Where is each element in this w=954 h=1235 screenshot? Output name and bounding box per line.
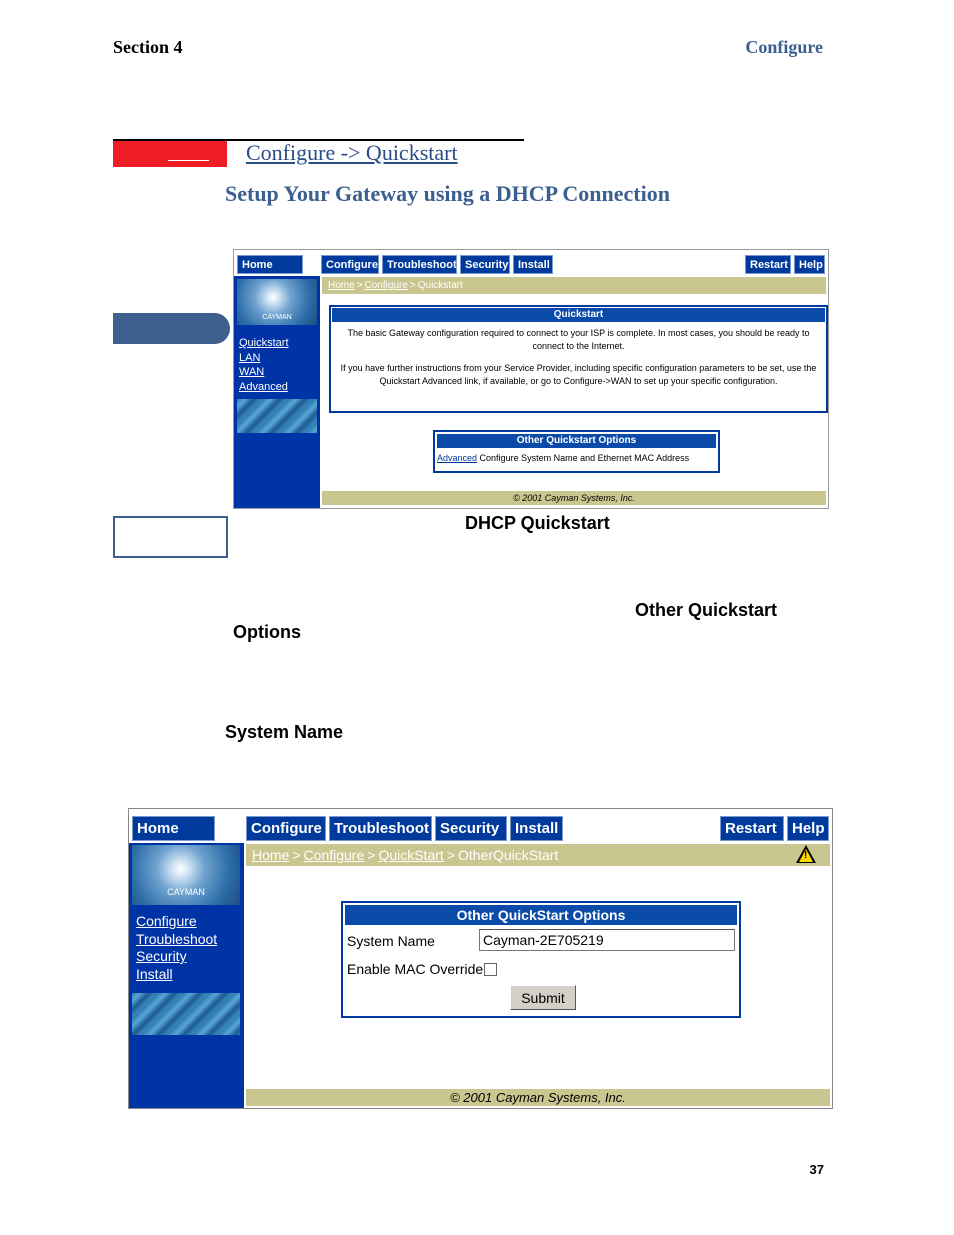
logo-text: CAYMAN xyxy=(167,887,205,897)
nav-install-button[interactable]: Install xyxy=(513,255,553,274)
nav-security-button[interactable]: Security xyxy=(435,816,507,841)
margin-tab xyxy=(113,313,230,344)
section-title-link[interactable]: Configure -> Quickstart xyxy=(246,140,458,165)
sidebar-link-quickstart[interactable]: Quickstart xyxy=(239,337,289,349)
nav-help-button[interactable]: Help xyxy=(787,816,829,841)
breadcrumb xyxy=(322,277,826,294)
advanced-link[interactable]: Advanced xyxy=(437,453,478,463)
logo-text: CAYMAN xyxy=(262,314,292,321)
figure-caption: DHCP Quickstart xyxy=(465,513,610,533)
quickstart-panel-title: Quickstart xyxy=(331,307,826,323)
breadcrumb-configure-link[interactable]: Configure xyxy=(364,280,408,291)
heading-marker xyxy=(113,141,227,167)
breadcrumb-home-link[interactable]: Home xyxy=(328,280,355,291)
section-subtitle: Setup Your Gateway using a DHCP Connection xyxy=(225,181,670,206)
nav-home-button[interactable]: Home xyxy=(237,255,303,274)
breadcrumb-separator: > xyxy=(409,280,416,291)
nav-help-button[interactable]: Help xyxy=(794,255,825,274)
breadcrumb-separator: > xyxy=(367,847,376,863)
other-quickstart-form xyxy=(341,901,741,1018)
nav-troubleshoot-button[interactable]: Troubleshoot xyxy=(329,816,432,841)
advanced-link-description: Configure System Name and Ethernet MAC Address xyxy=(479,453,690,463)
breadcrumb-separator: > xyxy=(356,280,363,291)
cayman-logo xyxy=(132,845,240,905)
breadcrumb-separator: > xyxy=(446,847,455,863)
breadcrumb-separator: > xyxy=(292,847,301,863)
chapter-label: Configure xyxy=(745,37,823,57)
nav-install-button[interactable]: Install xyxy=(510,816,563,841)
sidebar-link-advanced[interactable]: Advanced xyxy=(239,380,288,393)
nav-restart-button[interactable]: Restart xyxy=(720,816,784,841)
system-name-field-label: System Name xyxy=(347,933,435,949)
footer-copyright: © 2001 Cayman Systems, Inc. xyxy=(322,491,826,505)
other-quickstart-label-cont: Options xyxy=(233,622,301,642)
other-options-panel xyxy=(433,430,720,473)
breadcrumb-current: OtherQuickStart xyxy=(457,847,559,863)
breadcrumb-home-link[interactable]: Home xyxy=(252,847,290,863)
other-quickstart-screenshot xyxy=(128,808,833,1109)
other-quickstart-label: Other Quickstart xyxy=(635,600,778,620)
quickstart-message-2: If you have further instructions from your Service Provider, including specific configuration parameters to be set, use the Quickstart Advanced link, if available, or go to Configure->WAN to set up your specific configuration. xyxy=(340,363,817,386)
cayman-logo xyxy=(237,279,317,325)
breadcrumb-quickstart-link[interactable]: QuickStart xyxy=(378,847,444,863)
sidebar-link-install[interactable]: Install xyxy=(136,965,173,982)
nav-configure-button[interactable]: Configure xyxy=(246,816,326,841)
sidebar-link-configure[interactable]: Configure xyxy=(136,913,197,929)
sidebar xyxy=(129,843,244,1108)
system-name-input[interactable]: Cayman-2E705219 xyxy=(479,929,735,951)
breadcrumb-current: Quickstart xyxy=(417,280,463,291)
submit-button[interactable]: Submit xyxy=(510,985,576,1010)
sidebar-water-image xyxy=(237,399,317,433)
section-label: Section 4 xyxy=(113,37,183,57)
other-options-title: Other Quickstart Options xyxy=(436,433,717,449)
nav-configure-button[interactable]: Configure xyxy=(321,255,379,274)
nav-security-button[interactable]: Security xyxy=(460,255,510,274)
margin-box xyxy=(113,516,228,558)
sidebar xyxy=(234,276,320,508)
warning-icon[interactable]: ! xyxy=(796,845,816,863)
quickstart-message-1: The basic Gateway configuration required to connect to your ISP is complete. In most cases, you should be ready to connect to the Internet. xyxy=(347,328,810,351)
sidebar-link-security[interactable]: Security xyxy=(136,948,187,964)
sidebar-link-troubleshoot[interactable]: Troubleshoot xyxy=(136,930,218,947)
nav-restart-button[interactable]: Restart xyxy=(745,255,791,274)
mac-override-checkbox[interactable] xyxy=(484,963,497,976)
mac-override-label: Enable MAC Override xyxy=(347,961,484,977)
heading-marker-underline xyxy=(168,160,209,161)
sidebar-water-image xyxy=(132,993,240,1035)
sidebar-link-lan[interactable]: LAN xyxy=(239,351,261,364)
page-number: 37 xyxy=(809,1162,824,1177)
footer-copyright: © 2001 Cayman Systems, Inc. xyxy=(246,1089,830,1106)
system-name-label: System Name xyxy=(225,722,344,742)
quickstart-panel xyxy=(329,305,828,413)
dhcp-quickstart-screenshot xyxy=(233,249,829,509)
nav-home-button[interactable]: Home xyxy=(132,816,215,841)
sidebar-link-wan[interactable]: WAN xyxy=(239,366,265,378)
form-title: Other QuickStart Options xyxy=(344,904,738,926)
breadcrumb-configure-link[interactable]: Configure xyxy=(303,847,365,863)
breadcrumb xyxy=(246,844,830,866)
nav-troubleshoot-button[interactable]: Troubleshoot xyxy=(382,255,457,274)
